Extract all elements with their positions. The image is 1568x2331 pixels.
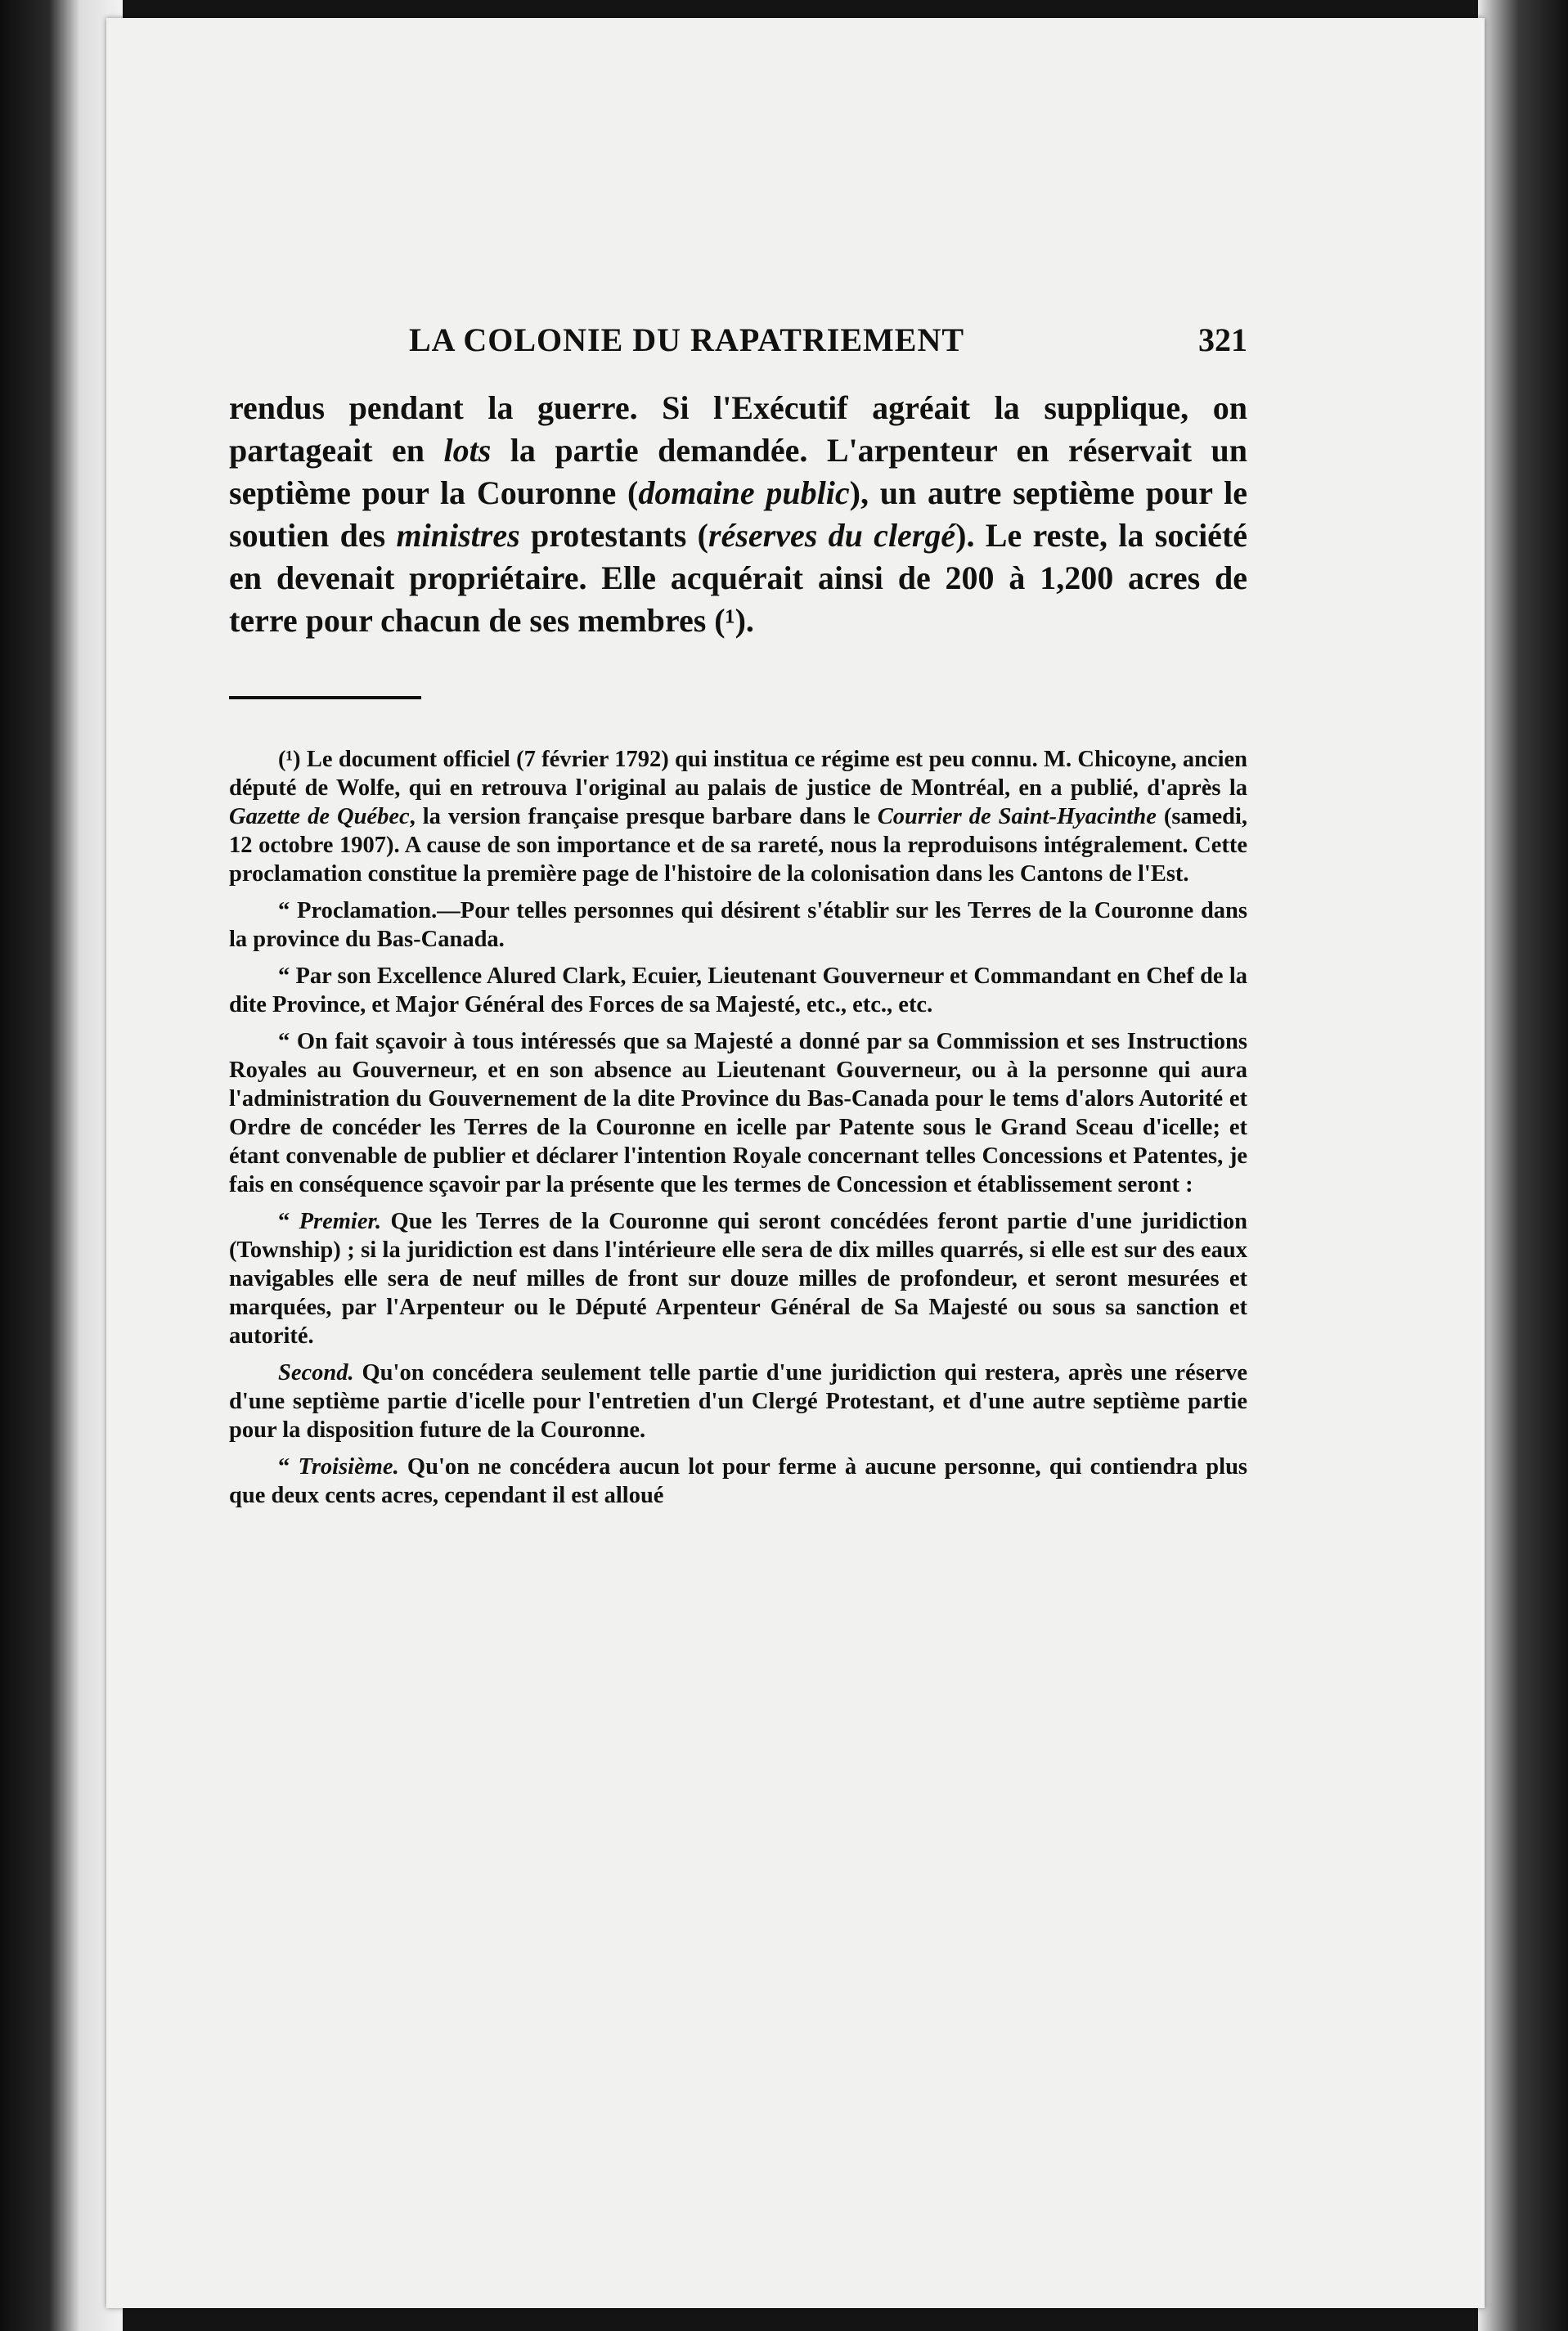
body-italic-lots: lots [443, 432, 492, 469]
right-page-edge [1478, 0, 1568, 2331]
proclamation-article-1 [229, 1207, 1247, 1350]
article-1-text: Que les Terres de la Couronne qui seront concédées feront partie d'une juridiction (Township) ; si la juridiction est dans l'intérieure elle sera de dix milles quarrés, si elle est sur des eaux navigables elle sera de neuf milles de front sur douze milles de profondeur, et seront mesurées et marquées, par l'Arpenteur ou le Député Arpenteur Général de Sa Majesté ou sous sa sanction et autorité. [229, 1209, 1247, 1349]
article-3-heading: Troisième. [298, 1454, 399, 1480]
body-italic-ministres: ministres [396, 517, 520, 554]
running-title: LA COLONIE DU RAPATRIEMENT [409, 321, 965, 358]
footnote-1-italic-gazette: Gazette de Québec [229, 804, 410, 829]
body-text-3: ), un autre septième pour le soutien des [229, 474, 1248, 554]
footnote-1-text-b: , la version française presque barbare dans le [409, 804, 878, 829]
running-header [409, 321, 1247, 359]
article-2-heading: Second. [278, 1360, 354, 1386]
body-italic-reserves: réserves du clergé [708, 517, 956, 554]
article-1-quote: “ [278, 1209, 299, 1234]
left-page-edge [0, 0, 123, 2331]
page-content [229, 321, 1247, 1518]
footnote-1-italic-courrier: Courrier de Saint-Hyacinthe [877, 804, 1157, 829]
article-1-heading: Premier. [299, 1209, 382, 1234]
book-page [106, 18, 1485, 2308]
body-text-5: ). Le reste, la société en devenait propriétaire. Elle acquérait ainsi de 200 à 1,200 acres de terre pour chacun de ses membres (¹). [229, 517, 1248, 639]
footnote-1-text-a: (¹) Le document officiel (7 février 1792) qui institua ce régime est peu connu. M. Chicoyne, ancien député de Wolfe, qui en retrouva l'original au palais de justice de Montréal, en a publié, d'après la [229, 747, 1247, 801]
proclamation-title: “ Proclamation.—Pour telles personnes qui désirent s'établir sur les Terres de la Couronne dans la province du Bas-Canada. [229, 898, 1247, 952]
article-2-text: Qu'on concédera seulement telle partie d'une juridiction qui restera, après une réserve d'une septième partie d'icelle pour l'entretien d'un Clergé Protestant, et d'une autre septième partie pour la disposition future de la Couronne. [229, 1360, 1247, 1443]
body-text-1: rendus pendant la guerre. Si l'Exécutif agréait la supplique, on partageait en [229, 389, 1247, 469]
proclamation-article-3 [229, 1453, 1247, 1510]
footnote-divider [229, 696, 421, 699]
body-text-4: protestants ( [519, 517, 708, 554]
article-3-quote: “ [278, 1454, 299, 1480]
body-italic-domaine-public: domaine public [638, 474, 850, 511]
footnote-1-text-c: (samedi, 12 octobre 1907). A cause de son importance et de sa rareté, nous la reproduisons intégralement. Cette proclamation constitue la première page de l'histoire de la colonisation dans les Cantons de l'Est. [229, 804, 1247, 887]
proclamation-preamble: “ On fait sçavoir à tous intéressés que sa Majesté a donné par sa Commission et ses Instructions Royales au Gouverneur, et en son absence au Lieutenant Gouverneur, ou à la personne qui aura l'administration du Gouvernement de la dite Province du Bas-Canada pour le tems d'alors Autorité et Ordre de concéder les Terres de la Couronne en icelle par Patente sous le Grand Sceau d'icelle; et étant convenable de publier et déclarer l'intention Royale concernant telles Concessions et Patentes, je fais en conséquence sçavoir par la présente que les termes de Concession et établissement seront : [229, 1029, 1247, 1197]
body-paragraph [229, 387, 1247, 642]
page-number: 321 [1198, 321, 1247, 358]
article-3-text: Qu'on ne concédera aucun lot pour ferme à aucune personne, qui contiendra plus que deux cents acres, cependant il est alloué [229, 1454, 1248, 1508]
body-text-2: la partie demandée. L'arpenteur en réservait un septième pour la Couronne ( [229, 432, 1247, 511]
proclamation-issuer: “ Par son Excellence Alured Clark, Ecuier, Lieutenant Gouverneur et Commandant en Chef de la dite Province, et Major Général des Forces de sa Majesté, etc., etc., etc. [229, 963, 1247, 1017]
proclamation-article-2 [229, 1359, 1247, 1444]
footnote-1 [229, 745, 1247, 888]
